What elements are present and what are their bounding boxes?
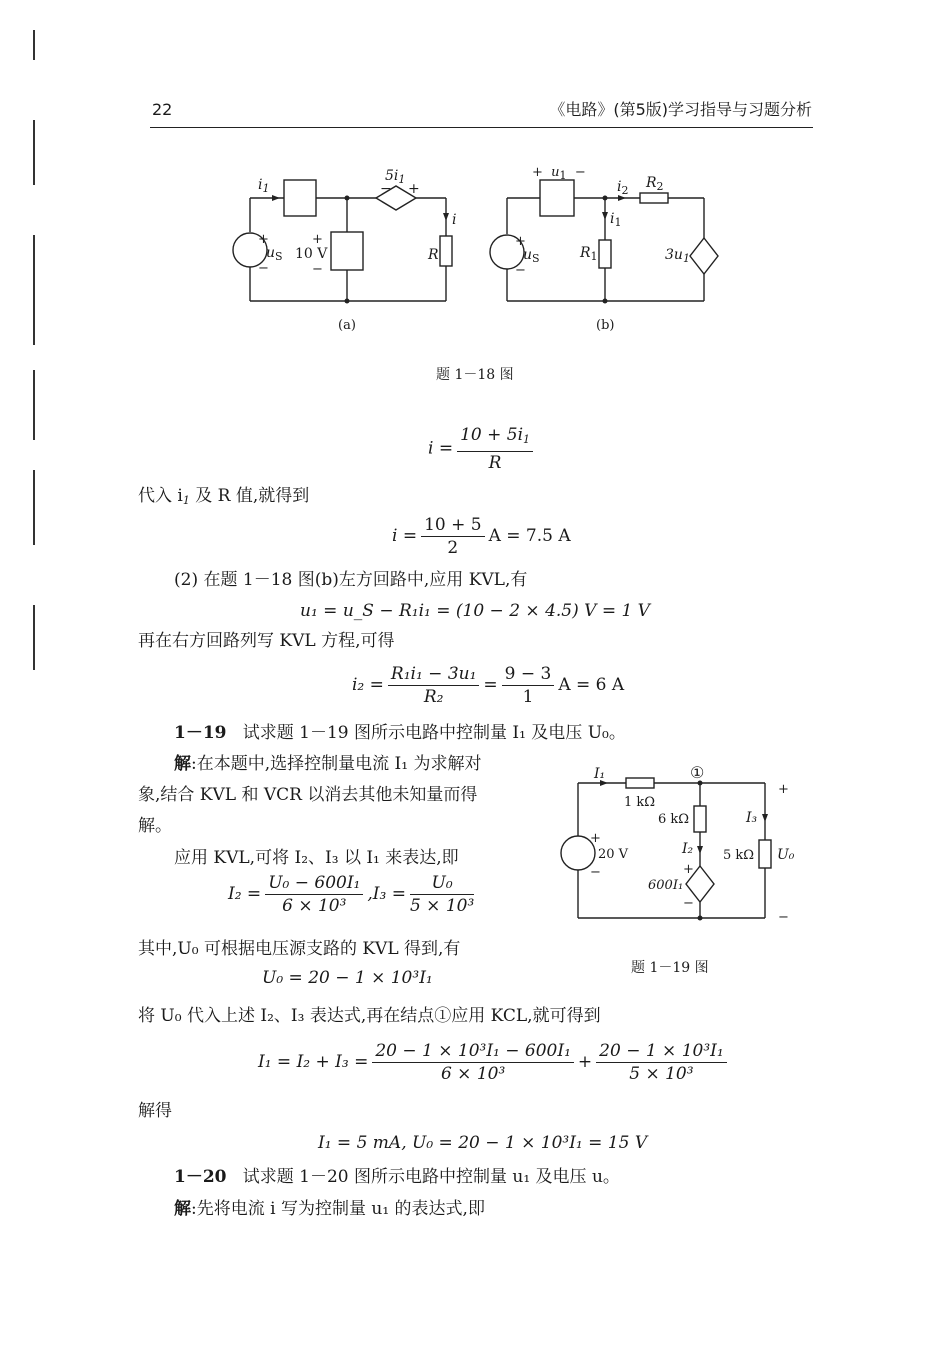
equation-4: i₂ = $\frac{\text{R₁i₁ − 3u₁}}{\text{R₂}}$ = $\frac{9 - 3}{1}$ A = 6 A: [352, 664, 625, 707]
fig118b-dep-label: $3u_1$: [665, 247, 690, 265]
fig119-I3-label: I₃: [746, 810, 758, 826]
solution-1-19-line5: 其中,U₀ 可根据电压源支路的 KVL 得到,有: [138, 939, 461, 959]
scan-mark: [33, 370, 35, 440]
fig119-20v-plus: +: [590, 831, 601, 846]
paragraph-kvl-left: (2) 在题 1－18 图(b)左方回路中,应用 KVL,有: [174, 570, 528, 590]
fig118b-us-plus: +: [515, 234, 526, 249]
fig118a-us-plus: +: [258, 232, 269, 247]
fig118a-us-minus: −: [258, 261, 269, 276]
solution-1-19-line1: 解:在本题中,选择控制量电流 I₁ 为求解对: [174, 754, 482, 774]
problem-1-19: 1－19 试求题 1－19 图所示电路中控制量 I₁ 及电压 U₀。: [174, 723, 626, 743]
fig119-dep-minus: −: [683, 896, 694, 911]
fig119-6k-label: 6 kΩ: [658, 812, 690, 827]
equation-result: I₁ = 5 mA, U₀ = 20 − 1 × 10³I₁ = 15 V: [318, 1133, 648, 1153]
solution-1-19-line3: 解。: [138, 816, 172, 836]
scan-mark: [33, 470, 35, 545]
equation-u0: U₀ = 20 − 1 × 10³I₁: [262, 968, 433, 988]
fig118a-caption: (a): [338, 318, 356, 333]
fig118a-10v-label: 10 V: [295, 246, 328, 262]
fig119-20v-minus: −: [590, 865, 601, 880]
fig118b-i2-label: $i_2$: [617, 179, 629, 197]
fig119-I2-label: I₂: [682, 841, 694, 857]
equation-2: i = $\frac{10 + 5}{2}$ A = 7.5 A: [392, 515, 571, 558]
scan-mark: [33, 120, 35, 185]
fig118b-caption: (b): [596, 318, 615, 333]
fig118a-10v-plus: +: [312, 232, 323, 247]
paragraph-substitute: 代入 $i_1$ 及 R 值,就得到: [138, 486, 310, 507]
problem-1-20: 1－20 试求题 1－20 图所示电路中控制量 u₁ 及电压 u。: [174, 1167, 620, 1187]
fig118b-R1-label: $R_1$: [580, 245, 598, 263]
header-rule: [150, 127, 813, 128]
equation-i2-i3: I₂ = $\frac{\text{U₀ − 600I₁}}{\text{6 × 10³}}$ ,I₃ = $\frac{\text{U₀}}{\text{5 × 10³}}$: [228, 873, 475, 916]
fig118-caption: 题 1－18 图: [436, 367, 514, 383]
fig118b-R2-label: $R_2$: [646, 175, 664, 193]
fig118b-us-minus: −: [515, 263, 526, 278]
fig119-dep-plus: +: [683, 862, 694, 877]
fig118b-us-label: $u_S$: [523, 247, 540, 265]
fig119-5k-label: 5 kΩ: [723, 848, 755, 863]
fig118a-dep-plus: +: [408, 181, 420, 197]
fig119-node1-label: ①: [690, 763, 705, 782]
fig118a-R-label: R: [428, 247, 439, 263]
scan-mark: [33, 30, 35, 60]
fig118a-10v-minus: −: [312, 262, 323, 277]
fig118a-i1-label: $i_1$: [258, 177, 270, 195]
fig119-U0-label: U₀: [777, 847, 795, 863]
equation-3: u₁ = u_S − R₁i₁ = (10 − 2 × 4.5) V = 1 V: [300, 601, 650, 621]
fig119-I1-label: I₁: [594, 766, 606, 782]
page-number: 22: [152, 100, 173, 119]
paragraph-kvl-right: 再在右方回路列写 KVL 方程,可得: [138, 631, 395, 651]
fig118a-dep-label: $5i_1$: [385, 168, 406, 186]
equation-kcl: I₁ = I₂ + I₃ = $\frac{\text{20 − 1 × 10³I₁ − 600I₁}}{\text{6 × 10³}}$ + $\frac{\text{20 − 1 × 10³I₁}}{\text{5 × 10³}}$: [258, 1040, 731, 1085]
fig119-1k-label: 1 kΩ: [624, 795, 656, 810]
solution-1-19-line6: 将 U₀ 代入上述 I₂、I₃ 表达式,再在结点①应用 KCL,就可得到: [138, 1006, 601, 1026]
solution-1-20: 解:先将电流 i 写为控制量 u₁ 的表达式,即: [174, 1199, 485, 1219]
fig119-minus-bottom: −: [778, 910, 789, 925]
running-title: 《电路》(第5版)学习指导与习题分析: [549, 100, 812, 119]
equation-1: i = $\frac{10 + 5i_1}{R}$: [428, 424, 537, 474]
solution-1-19-line4: 应用 KVL,可将 I₂、I₃ 以 I₁ 来表达,即: [174, 848, 459, 868]
fig119-dep-label: 600I₁: [648, 878, 684, 893]
solution-1-19-line2: 象,结合 KVL 和 VCR 以消去其他未知量而得: [138, 785, 478, 805]
fig118a-dep-minus: −: [380, 181, 392, 197]
fig119-plus-top: +: [778, 782, 789, 797]
scan-mark: [33, 235, 35, 345]
fig118b-i1-label: $i_1$: [610, 211, 622, 229]
fig118a-i-label: i: [452, 212, 457, 228]
fig119-20v-label: 20 V: [598, 847, 629, 862]
fig119-caption: 题 1－19 图: [631, 960, 709, 976]
fig118b-u1-label: + $u_1$ −: [532, 165, 586, 182]
fig118a-us-label: $u_S$: [266, 245, 283, 263]
scan-mark: [33, 605, 35, 670]
solution-1-19-line7: 解得: [138, 1101, 172, 1121]
